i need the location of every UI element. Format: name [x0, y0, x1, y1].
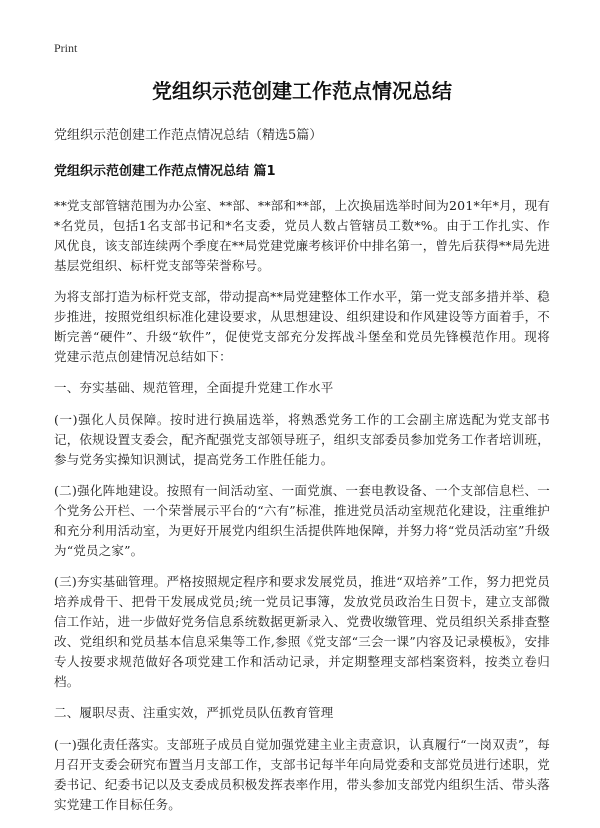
paragraph: **党支部管辖范围为办公室、**部、**部和**部，上次换届选举时间为201*年*月，现有*名党员，包括1名支部书记和*名支委，党员人数占管辖员工数*%。由于工作扎实、作风优良，该支部连续两个季度在**局党建党廉考核评价中排名第一，曾先后获得**局先进基层党组织、标杆党支部等荣誉称号。 — [54, 198, 550, 273]
section-heading: 党组织示范创建工作范点情况总结 篇1 — [54, 164, 276, 179]
print-label[interactable]: Print — [54, 41, 78, 55]
section-subheading: 二、履职尽责、注重实效，严抓党员队伍教育管理 — [54, 705, 334, 720]
paragraph: (一)强化责任落实。支部班子成员自觉加强党建主业主责意识，认真履行“一岗双责”，每月召开支委会研究布置当月支部工作，支部书记每半年向局党委和支部党员进行述职，党委书记、纪委书记以及支委成员积极发挥表率作用，带头参加支部党内组织生活、带头落实党建工作目标任务。 — [54, 737, 550, 812]
section-subheading: 一、夯实基础、规范管理，全面提升党建工作水平 — [54, 380, 334, 395]
paragraph: 为将支部打造为标杆党支部，带动提高**局党建整体工作水平，第一党支部多措并举、稳步推进，按照党组织标准化建设要求，从思想建设、组织建设和作风建设等方面着手，不断完善“硬件”、升级“软件”，促使党支部充分发挥战斗堡垒和党员先锋模范作用。现将党建示范点创建情况总结如下： — [54, 289, 550, 364]
paragraph: (三)夯实基础管理。严格按照规定程序和要求发展党员，推进“双培养”工作，努力把党员培养成骨干、把骨干发展成党员;统一党员记事簿，发放党员政治生日贺卡，建立支部微信工作站，进一步做好党务信息系统数据更新录入、党费收缴管理、党员组织关系排查整改、党组织和党员基本信息采集等工作,参照《党支部“三会一课”内容及记录模板》，安排专人按要求规范做好各项党建工作和活动记录，并定期整理支部档案资料，按类立卷归档。 — [54, 574, 550, 689]
document-subtitle: 党组织示范创建工作范点情况总结（精选5篇） — [54, 128, 323, 143]
document-title: 党组织示范创建工作范点情况总结 — [152, 79, 452, 103]
paragraph: (一)强化人员保障。按时进行换届选举，将熟悉党务工作的工会副主席选配为党支部书记，依规设置支委会，配齐配强党支部领导班子，组织支部委员参加党务工作者培训班，参与党务实操知识测试，提高党务工作胜任能力。 — [54, 412, 550, 467]
paragraph: (二)强化阵地建设。按照有一间活动室、一面党旗、一套电教设备、一个支部信息栏、一个党务公开栏、一个荣誉展示平台的“六有”标准，推进党员活动室规范化建设，注重维护和充分利用活动室，为更好开展党内组织生活提供阵地保障，并努力将“党员活动室”升级为“党员之家”。 — [54, 483, 550, 558]
